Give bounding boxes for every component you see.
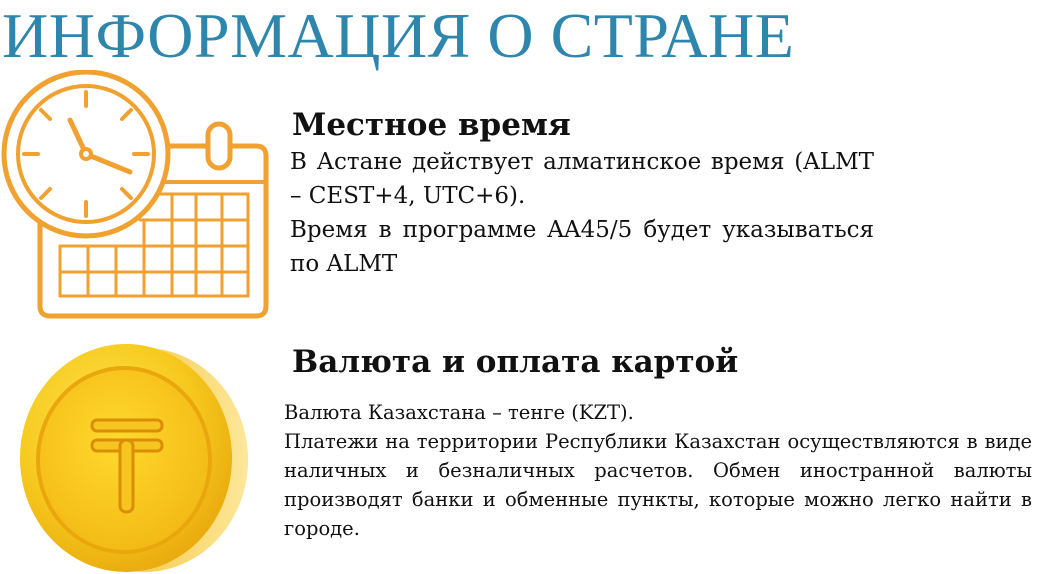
currency-line-2: Платежи на территории Республики Казахстан осуществляются в виде наличных и безналичных расчетов. Обмен иностранной валюты производят банки и обменные пункты, которые можно легко найти в городе. (284, 430, 1032, 540)
local-time-line-2: Время в программе AA45/5 будет указываться по ALMT (290, 217, 874, 277)
calendar-clock-icon (0, 70, 272, 320)
page-title: ИНФОРМАЦИЯ О СТРАНЕ (2, 0, 795, 71)
currency-line-1: Валюта Казахстана – тенге (KZT). (284, 401, 634, 424)
local-time-heading: Местное время (292, 107, 571, 143)
local-time-line-1: В Астане действует алматинское время (ALMT – CEST+4, UTC+6). (290, 149, 874, 209)
tenge-coin-icon (14, 340, 254, 574)
currency-heading: Валюта и оплата картой (292, 344, 739, 380)
currency-text (284, 398, 1032, 543)
local-time-text (290, 145, 874, 281)
